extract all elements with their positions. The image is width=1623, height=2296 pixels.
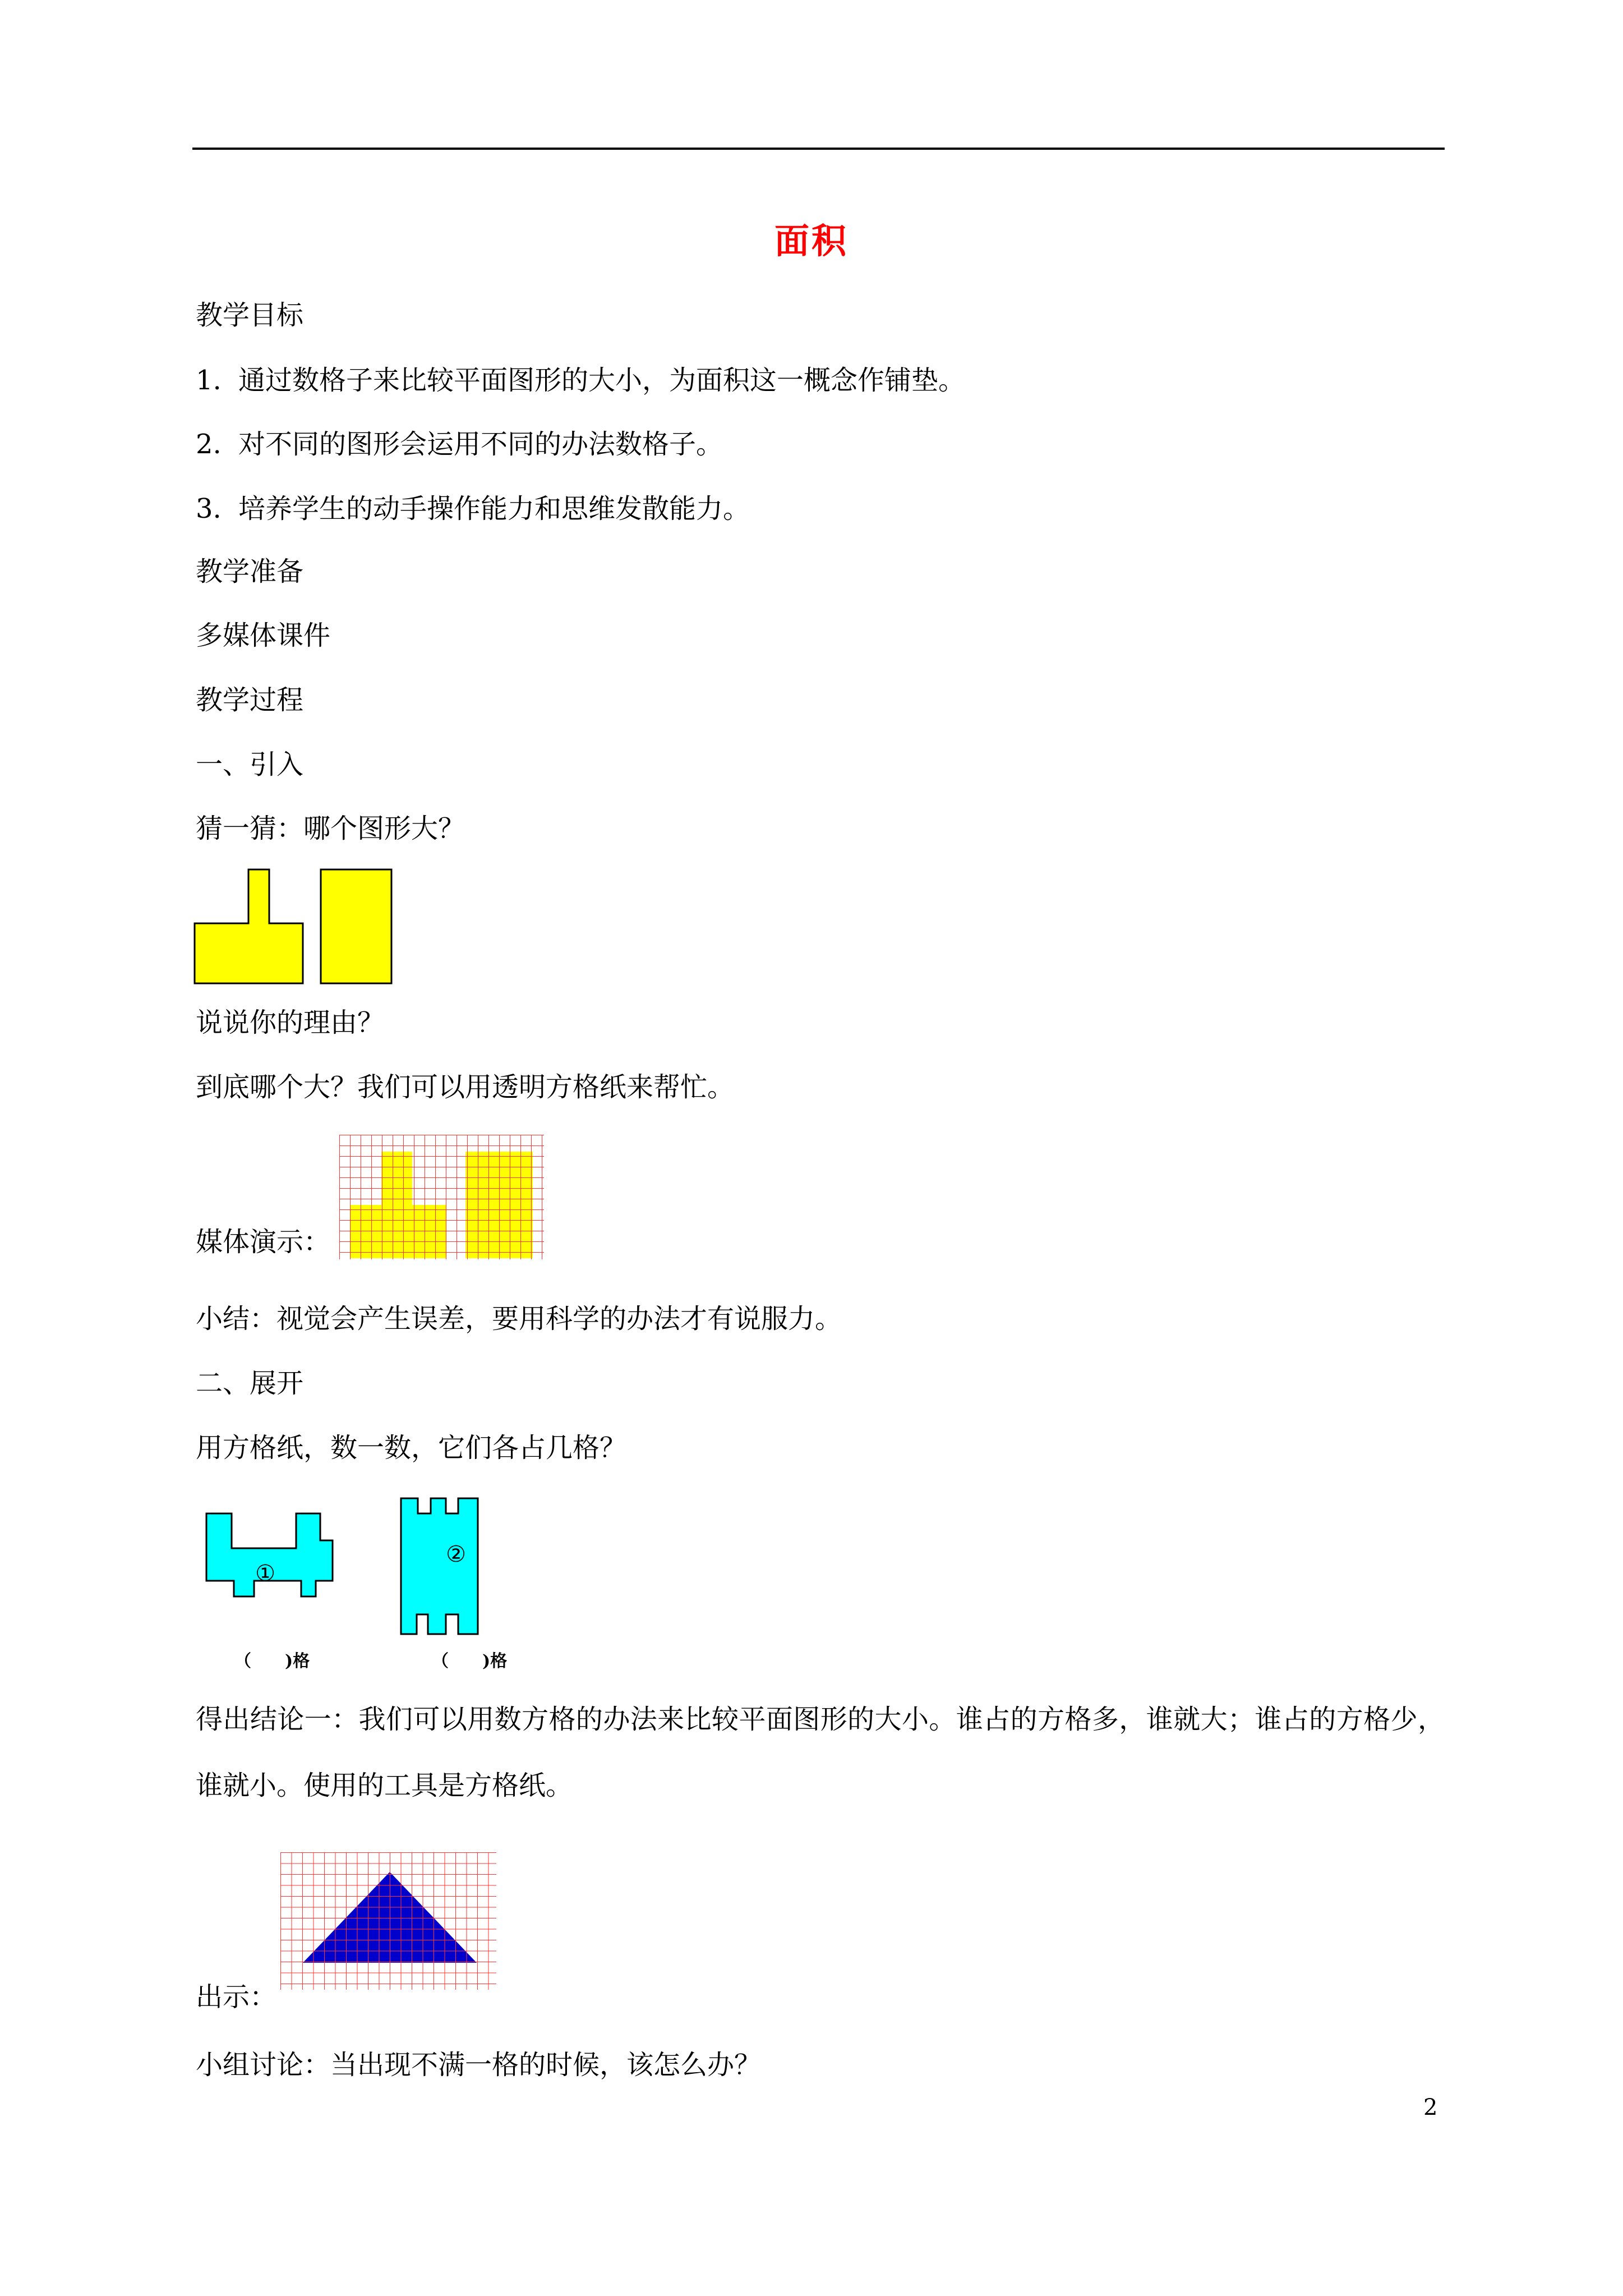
preparation-item: 多媒体课件 xyxy=(196,620,331,651)
objective-item-3 xyxy=(196,492,750,526)
answer-blank-2[interactable]: （ )格 xyxy=(432,1651,508,1671)
objective-item-1 xyxy=(196,364,965,397)
objective-text: 通过数格子来比较平面图形的大小，为面积这一概念作铺垫。 xyxy=(238,365,966,396)
objective-number: 2. xyxy=(196,429,222,460)
answer-blank-1[interactable]: （ )格 xyxy=(234,1651,310,1671)
shape-1-label: ① xyxy=(255,1561,275,1586)
yellow-t-shape xyxy=(195,869,303,983)
grid-question: 到底哪个大？我们可以用透明方格纸来帮忙。 xyxy=(196,1071,735,1103)
show-label: 出示： xyxy=(196,1981,277,2013)
media-demo-grid-figure xyxy=(339,1135,547,1261)
count-prompt: 用方格纸，数一数，它们各占几格？ xyxy=(196,1432,627,1464)
summary: 小结：视觉会产生误差，要用科学的办法才有说服力。 xyxy=(196,1303,842,1335)
cyan-shape-2 xyxy=(401,1498,478,1634)
objective-text: 对不同的图形会运用不同的办法数格子。 xyxy=(238,429,723,460)
objective-text: 培养学生的动手操作能力和思维发散能力。 xyxy=(238,493,750,524)
yellow-shapes-figure xyxy=(193,868,395,985)
media-demo-label: 媒体演示： xyxy=(196,1226,331,1258)
objective-item-2 xyxy=(196,427,723,461)
shape-2-label: ② xyxy=(446,1542,466,1567)
conclusion-paragraph: 得出结论一：我们可以用数方格的办法来比较平面图形的大小。谁占的方格多，谁就大；谁占的方格少，谁就小。使用的工具是方格纸。 xyxy=(196,1704,1445,1801)
grid-overlay xyxy=(280,1852,496,1990)
triangle-grid-figure xyxy=(280,1852,499,1993)
group-discussion: 小组讨论：当出现不满一格的时候，该怎么办？ xyxy=(196,2049,762,2081)
header-rule xyxy=(192,148,1445,150)
objectives-heading: 教学目标 xyxy=(196,300,304,331)
page-number: 2 xyxy=(1423,2095,1438,2120)
page-title: 面积 xyxy=(774,220,849,261)
reason-prompt: 说说你的理由？ xyxy=(196,1007,385,1038)
preparation-heading: 教学准备 xyxy=(196,556,304,587)
part1-heading: 一、引入 xyxy=(196,749,304,780)
grid-overlay xyxy=(339,1135,544,1259)
cyan-shapes-figure xyxy=(205,1497,519,1642)
part2-heading: 二、展开 xyxy=(196,1368,304,1399)
objective-number: 3. xyxy=(196,493,222,524)
objective-number: 1. xyxy=(196,365,222,396)
process-heading: 教学过程 xyxy=(196,684,304,716)
yellow-rectangle xyxy=(321,869,391,983)
guess-prompt: 猜一猜：哪个图形大？ xyxy=(196,813,465,844)
